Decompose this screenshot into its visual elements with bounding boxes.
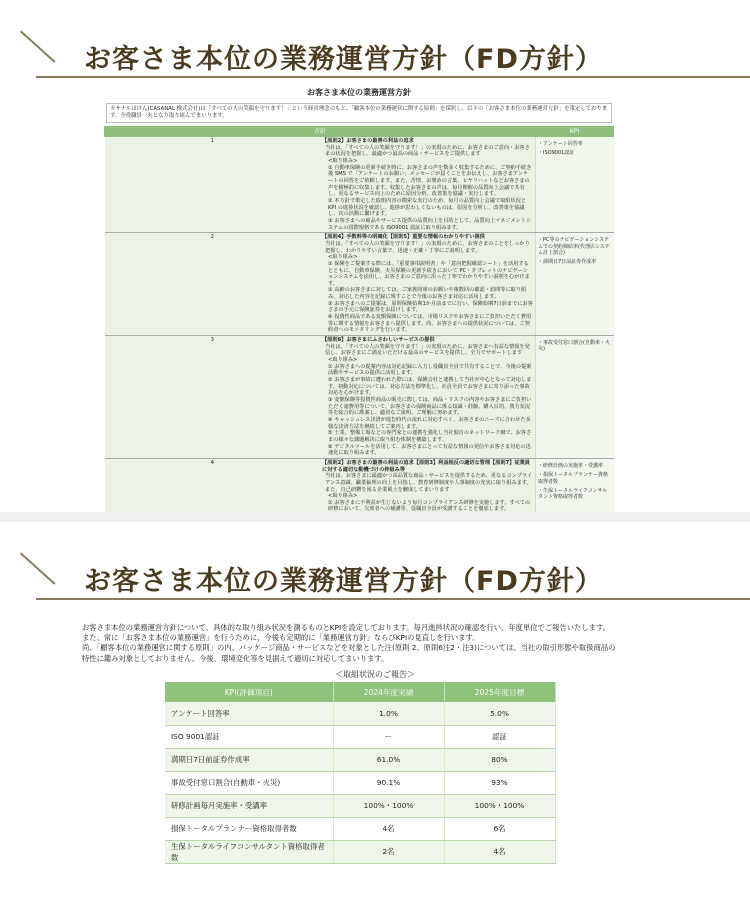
table-row xyxy=(165,817,555,840)
title-underline xyxy=(36,76,750,78)
kpi-2025-target: 80% xyxy=(444,748,555,771)
policy-column-header: 方針 xyxy=(105,127,536,137)
kpi-item: ・PC等のナビゲーションシステムでの契約締結率(代理店システム計上割合) xyxy=(538,237,610,257)
kpi-2025-target: 認証 xyxy=(444,725,555,748)
section-kpi-cell xyxy=(536,336,614,459)
section-kpi-cell xyxy=(536,137,614,233)
title-underline xyxy=(36,598,750,600)
section-heading: 【原則4】手数料等の明確化【原則5】重要な情報のわかりやすい提供 xyxy=(322,234,485,241)
kpi-item: ・ISO9001認証 xyxy=(538,150,575,157)
section-action-item: <取り組み> xyxy=(328,254,358,261)
kpi-intro-line: 特性に鑑み対象としておりません。今後、環境変化等を見据えて適切に対応してまいります。 xyxy=(82,653,389,663)
kpi-2025-target: 93% xyxy=(444,771,555,794)
policy-section-row xyxy=(105,336,614,459)
kpi-2025-target: 6名 xyxy=(444,817,555,840)
section-description: 当社は、「すべての人の笑顔を守ります！」の実現のために、お客さまのことをしっかり把握し、わかりやすい言葉で、迅速・正確・丁寧にご説明します。 xyxy=(325,240,530,254)
kpi-intro xyxy=(82,623,682,664)
section-action-item: ① お客さまに不利益が生じないよう毎月コンプライアンス研修を実施します。すべての研修において、欠席者への補講等、役職員全員が受講することを徹底します。 xyxy=(328,499,531,513)
kpi-2024-value: 100%・100% xyxy=(333,794,444,817)
kpi-name: 満期日7日前証券作成率 xyxy=(165,748,333,771)
slide-kpi-report xyxy=(0,522,750,902)
section-action-item: ① お客さまへの提案内容は対応記録に入力し役職員全員で共有することで、今後の提案活動やサービスの提供に活用します。 xyxy=(328,363,532,377)
section-action-item: ② 高齢のお客さまに対しては、ご家族同席のお願いや複数回の確認・訪問等に取り組み、対応した内容を記録に残すことで今後のお客さま対応に活用します。 xyxy=(328,287,527,301)
kpi-name: 損保トータルプランナー資格取得者数 xyxy=(165,817,333,840)
kpi-name: ISO 9001認証 xyxy=(165,725,333,748)
section-body xyxy=(320,233,536,336)
section-number: 3 xyxy=(105,336,321,459)
section-heading: 【原則2】お客さまの最善の利益の追求【原則3】利益相反の適切な管理【原則7】従業員に対する適切な動機づけの枠組み等 xyxy=(322,459,530,473)
kpi-2025-target: 4名 xyxy=(444,840,555,863)
title-slash-decoration xyxy=(20,553,56,585)
kpi-2024-value: 90.1% xyxy=(333,771,444,794)
kpi-2025-target: 5.0% xyxy=(444,702,555,725)
kpi-header-item: KPI(評価項目) xyxy=(165,682,333,702)
section-description: 当社は、「すべての人の笑顔を守ります！」の実現のために、お客さまへ有益な情報を発信し、お客さまにご満足いただける最高のサービスを提供し、全力でサポートします xyxy=(325,343,530,357)
section-action-item: ③ 変額保険等投資性商品の販売に際しては、商品・リスクの内容やお客さまにご負担いただく諸費用等について、お客さまの保険商品に係る知識・経験、購入目的、資力状況等を総合的に勘案し、適切なご説明、ご理解に努めます。 xyxy=(328,396,532,417)
section-number: 4 xyxy=(105,458,321,568)
slide-separator xyxy=(0,512,750,522)
kpi-column-header: KPI xyxy=(536,127,614,137)
kpi-2024-value: 1.0% xyxy=(333,702,444,725)
report-caption: ＜取組状況のご報告＞ xyxy=(335,670,415,679)
table-row xyxy=(165,840,555,863)
kpi-header-2024: 2024年度実績 xyxy=(333,682,444,702)
policy-document xyxy=(104,88,614,513)
table-row xyxy=(165,748,555,771)
slide2-title-bar xyxy=(0,546,750,616)
slide1-title-bar xyxy=(0,24,750,94)
section-heading: 【原則6】お客さまにふさわしいサービスの提供 xyxy=(322,337,435,344)
section-action-item: <取り組み> xyxy=(328,357,358,364)
section-action-item: ① 自動車保険の更新手続き時に、お客さまの声を数多く収集するために、ご契約手続き後 SMS で「アンケートのお願い」メッセージが届くことをお伝えし、お客さまアンケートの回答をご依頼します。また、苦情、お褒めの言葉、ヒヤリハットなどお客さまの声を積極的に収集します。収集したお客さまの声は、毎月開催の品質向上会議で共有し、更なるサービス向上のために原因分析、改善策を協議・実行します。 xyxy=(328,164,532,198)
policy-section-row xyxy=(105,233,614,336)
kpi-name: アンケート回答率 xyxy=(165,702,333,725)
policy-section-row xyxy=(105,137,614,233)
section-action-item: ⑤ 士業、整備工場などの専門家との連携を強化し当社独自のネットワーク網で、お客さまの様々な課題解決に取り組む体制を構築します。 xyxy=(328,430,532,443)
doc-title: お客さま本位の業務運営方針 xyxy=(307,88,411,97)
section-kpi-cell xyxy=(536,233,614,336)
section-number: 1 xyxy=(105,137,321,233)
section-action-item: ③ お客さまへのご提案は、原則保険始期1か月前までに行い、保険始期7日前までにお客さまの手元に保険証券をお届けします。 xyxy=(328,300,533,314)
kpi-item: ・アンケート回答率 xyxy=(538,141,583,148)
doc-intro: カサナルほけん(CASANAL 株式会社)は「すべての人の笑顔を守ります！」という経営理念のもと、「顧客本位の業務運営に関する原則」を採択し、以下の「お客さま本位の業務運営方針」を策定しております。全役職員一丸となり取り組んでまいります。 xyxy=(106,103,612,123)
kpi-item: ・事故受付窓口割合(自動車・火災) xyxy=(538,340,610,353)
section-description: 当社は、お客さまに最適かつ高品質な商品・サービスを提供するため、更なるコンプライアンス意識、職業倫理の向上を目指し、教育研修制度や人事制度の充実に取り組みます。また、自己研鑽を図る企業風土を醸成してまいります xyxy=(325,473,533,493)
table-row xyxy=(165,794,555,817)
section-heading: 【原則2】お客さまの最善の利益の追求 xyxy=(322,138,414,145)
section-action-item: ② お客さまが事故に遭われた際には、保険会社と連携して当社が中心となって対応します。初動対応については、対応方法を標準化し、社員全員でお客さまに寄り添った事故対応を心がけます。 xyxy=(328,377,532,397)
table-row xyxy=(165,702,555,725)
slide1-heading: お客さま本位の業務運営方針（FD方針） xyxy=(84,44,603,75)
table-row xyxy=(165,725,555,748)
kpi-header-2025: 2025年度目標 xyxy=(444,682,555,702)
kpi-item: ・研修計画の実施率・受講率 xyxy=(538,462,604,469)
section-action-item: <取り組み> xyxy=(328,493,358,500)
section-action-item: ④ 投資性商品である変額保険については、市場リスクやお客さまにご負担いただく費用等に関する情報をお客さまへ提供します。尚、お客さまへの提供状況については、ご契約者へのモニタリングを行います。 xyxy=(328,314,532,334)
section-body xyxy=(320,137,536,233)
kpi-2025-target: 100%・100% xyxy=(444,794,555,817)
title-slash-decoration xyxy=(20,31,56,63)
section-action-item: <取り組み> xyxy=(328,158,358,165)
kpi-2024-value: ー xyxy=(333,725,444,748)
policy-table xyxy=(104,126,614,568)
slide2-heading: お客さま本位の業務運営方針（FD方針） xyxy=(84,566,603,597)
kpi-name: 研修計画毎月実施率・受講率 xyxy=(165,794,333,817)
kpi-item: ・生保トータルライフコンサルタント資格取得者数 xyxy=(538,488,608,501)
kpi-name: 生保トータルライフコンサルタント資格取得者数 xyxy=(165,840,333,863)
section-action-item: ② 本方針で策定した取組内容の模索な実行のため、毎月の品質向上会議で取組状況と KPI の進捗状況を確認し、進捗が思わしくないものは、原因を分析し、改善策を協議し、次の活動に繋げます。 xyxy=(328,197,527,218)
section-action-item: ⑥ デジタルツールを活用して、お客さまにとって有益な情報の発信やお客さま対応の迅速化に取り組みます。 xyxy=(328,443,531,457)
kpi-item: ・満期日7日前証券作成率 xyxy=(538,259,597,266)
table-row xyxy=(165,771,555,794)
section-action-item: ④ キャッシュレス決済が進む時代の流れに対応すべく、お客さまのニーズに合わせた多様な決済方法を継続してご案内します。 xyxy=(328,416,531,430)
kpi-2024-value: 2名 xyxy=(333,840,444,863)
section-body xyxy=(320,336,536,459)
section-action-item: ① 保険をご提案する際には、「重要事項説明書」や「意向把握確認シート」を活用するとともに、自動車保険、火災保険の更新手続きにおいて PC・タブレットのナビゲーションシステムを活用し、お客さまのご意向に沿った丁寧でわかりやすい説明を心がけます。 xyxy=(328,260,530,287)
kpi-table xyxy=(165,682,556,864)
kpi-intro-line: お客さま本位の業務運営方針について、具体的な取り組み状況を測るものとKPIを設定しております。毎月進捗状況の確認を行い、年度単位でご報告いたします。 xyxy=(82,623,610,632)
kpi-name: 事故受付窓口割合(自動車・火災) xyxy=(165,771,333,794)
kpi-2024-value: 61.0% xyxy=(333,748,444,771)
kpi-2024-value: 4名 xyxy=(333,817,444,840)
kpi-intro-line: 尚、「顧客本位の業務運営に関する原則」の内、パッケージ商品・サービスなどを対象とした注(原則 2、原則6注2・注3)については、当社の取引形態や取扱商品の xyxy=(82,643,616,653)
kpi-item: ・損保トータルプランナー資格取得者数 xyxy=(538,472,609,485)
section-description: 当社は、「すべての人の笑顔を守ります！」の実現のために、お客さまのご意向・お客さまの状況を把握し、最適かつ最高の商品・サービスをご提供します xyxy=(325,144,530,158)
section-action-item: ③ お客さまへの商品やサービス提供の品質向上を目的として、品質向上マネジメントシステムの国際規格である ISO9001 認証に取り組みます。 xyxy=(328,217,532,231)
section-number: 2 xyxy=(105,233,321,336)
kpi-intro-line: また、常に「お客さま本位の業務運営」を行うために、今後も定期的に「業務運営方針」ならびKPIの見直しを行います。 xyxy=(82,633,480,643)
